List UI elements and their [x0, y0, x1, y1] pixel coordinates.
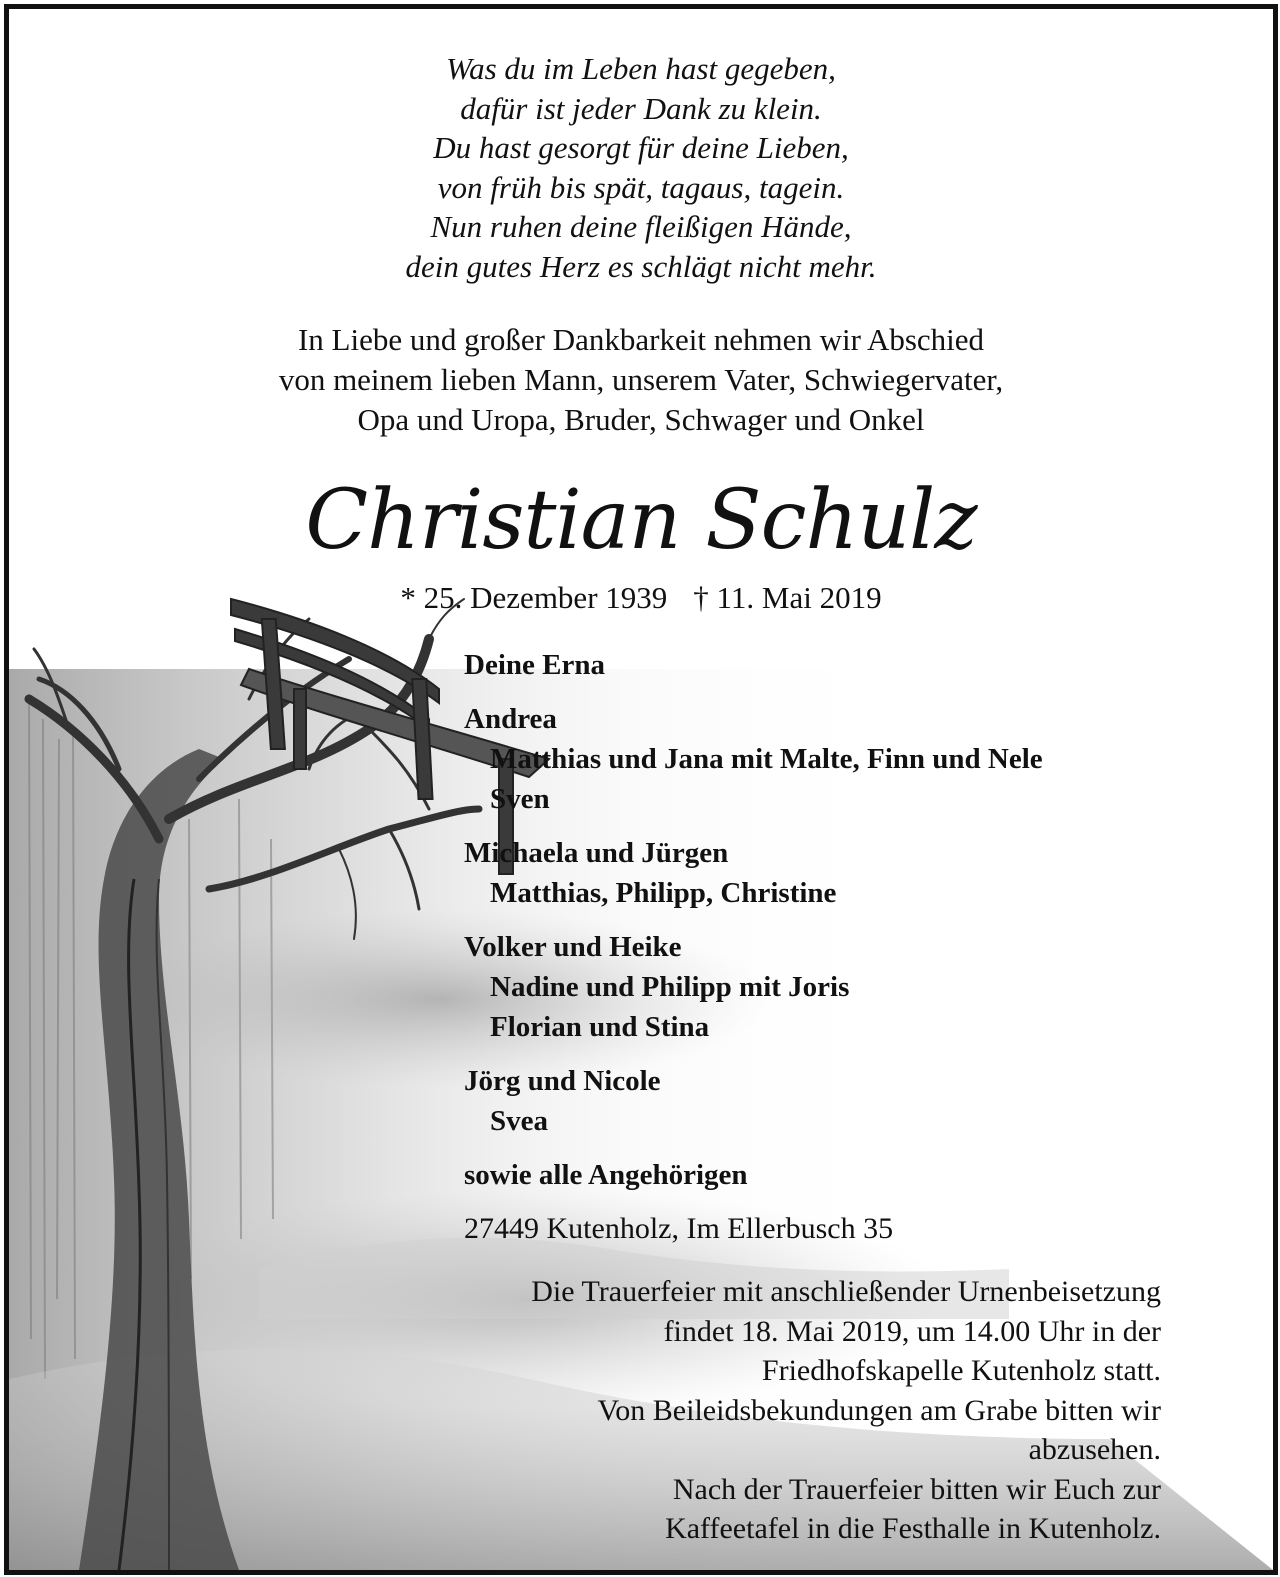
notice-line: Kaffeetafel in die Festhalle in Kutenholz.: [665, 1512, 1161, 1545]
family-group: [464, 833, 1224, 913]
family-head: Andrea: [464, 703, 557, 735]
family-group: [464, 699, 1224, 819]
family-member: Nadine und Philipp mit Joris: [490, 971, 850, 1003]
family-group: [464, 927, 1224, 1047]
notice-line: Von Beileidsbekundungen am Grabe bitten wir: [597, 1393, 1161, 1427]
family-member: Matthias, Philipp, Christine: [490, 877, 837, 909]
notice-line: Nach der Trauerfeier bitten wir Euch zur: [672, 1472, 1161, 1506]
notice-line: abzusehen.: [1028, 1433, 1161, 1466]
address-group: [464, 1209, 1224, 1249]
funeral-notice: [401, 1272, 1161, 1549]
farewell-intro: [9, 320, 1273, 440]
intro-line: von meinem lieben Mann, unserem Vater, Schwiegervater,: [278, 362, 1004, 397]
obituary-frame: [4, 4, 1278, 1575]
family-member: Svea: [490, 1105, 548, 1137]
life-dates: [9, 579, 1273, 617]
poem-line: Was du im Leben hast gegeben,: [446, 51, 836, 86]
family-group: [464, 645, 1224, 685]
death-date: † 11. Mai 2019: [693, 580, 882, 615]
intro-line: In Liebe und großer Dankbarkeit nehmen wir Abschied: [297, 322, 985, 357]
family-member: Matthias und Jana mit Malte, Finn und Nele: [490, 743, 1043, 775]
family-group: [464, 1155, 1224, 1195]
family-member: Sven: [490, 783, 550, 815]
poem-line: dein gutes Herz es schlägt nicht mehr.: [405, 248, 877, 284]
family-head: Deine Erna: [464, 649, 605, 681]
birth-date: * 25. Dezember 1939: [400, 580, 668, 615]
family-head: sowie alle Angehörigen: [464, 1159, 748, 1191]
family-head: Volker und Heike: [464, 931, 682, 963]
family-group: [464, 1061, 1224, 1141]
notice-line: findet 18. Mai 2019, um 14.00 Uhr in der: [663, 1314, 1161, 1348]
notice-line: Friedhofskapelle Kutenholz statt.: [761, 1354, 1161, 1387]
deceased-name: Christian Schulz: [305, 473, 977, 568]
family-head: Jörg und Nicole: [464, 1065, 661, 1097]
intro-line: Opa und Uropa, Bruder, Schwager und Onkel: [357, 402, 925, 437]
mourners-list: [464, 645, 1224, 1263]
notice-line: Die Trauerfeier mit anschließender Urnenbeisetzung: [531, 1275, 1161, 1308]
poem-line: Nun ruhen deine fleißigen Hände,: [430, 209, 852, 244]
family-member: Florian und Stina: [490, 1011, 710, 1043]
memorial-poem: [9, 49, 1273, 286]
poem-line: dafür ist jeder Dank zu klein.: [460, 90, 822, 126]
family-address: 27449 Kutenholz, Im Ellerbusch 35: [464, 1212, 894, 1245]
poem-line: Du hast gesorgt für deine Lieben,: [433, 130, 849, 165]
poem-line: von früh bis spät, tagaus, tagein.: [437, 169, 845, 205]
family-head: Michaela und Jürgen: [464, 837, 729, 869]
